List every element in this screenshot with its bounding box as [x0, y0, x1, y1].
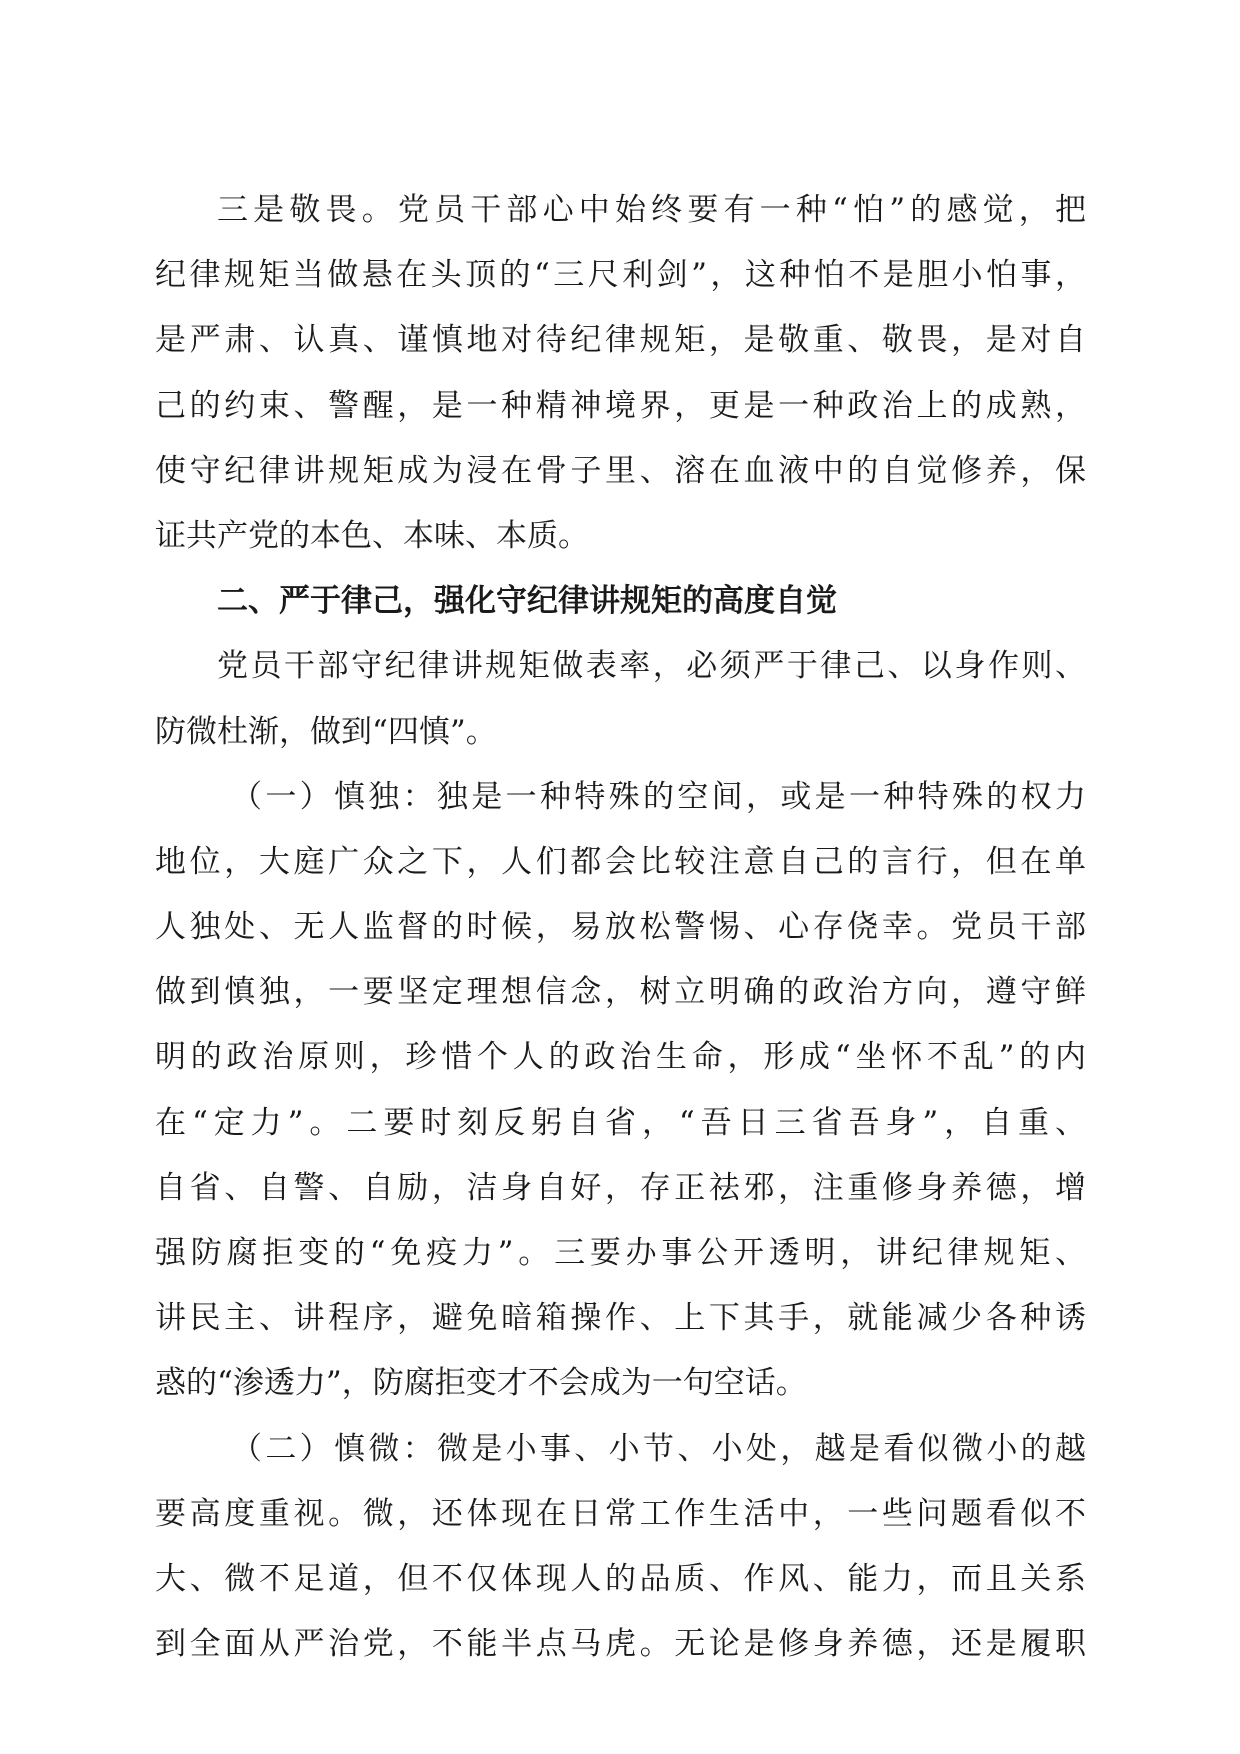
text-line: 做到慎独，一要坚定理想信念，树立明确的政治方向，遵守鲜: [155, 974, 1086, 1011]
text-line: 防微杜渐，做到“四慎”。: [155, 713, 497, 750]
paragraph-shenwei: [155, 1417, 1086, 1678]
text-line: 强防腐拒变的“免疫力”。三要办事公开透明，讲纪律规矩、: [155, 1235, 1086, 1271]
text-line: 到全面从严治党，不能半点马虎。无论是修身养德，还是履职: [155, 1626, 1086, 1663]
text-line: 明的政治原则，珍惜个人的政治生命，形成“坐怀不乱”的内: [155, 1039, 1086, 1076]
text-line: 是严肃、认真、谨慎地对待纪律规矩，是敬重、敬畏，是对自: [155, 322, 1086, 359]
paragraph-shendu: [155, 765, 1086, 1417]
text-line: 证共产党的本色、本味、本质。: [155, 517, 589, 554]
text-line: 讲民主、讲程序，避免暗箱操作、上下其手，就能减少各种诱: [155, 1300, 1086, 1337]
document-page: [155, 178, 1086, 1677]
text-line: 要高度重视。微，还体现在日常工作生活中，一些问题看似不: [155, 1495, 1086, 1532]
text-line: （一）慎独：独是一种特殊的空间，或是一种特殊的权力: [231, 778, 1086, 815]
text-line: 大、微不足道，但不仅体现人的品质、作风、能力，而且关系: [155, 1560, 1086, 1597]
paragraph-intro: [155, 634, 1086, 764]
text-line: （二）慎微：微是小事、小节、小处，越是看似微小的越: [231, 1430, 1086, 1467]
text-line: 地位，大庭广众之下，人们都会比较注意自己的言行，但在单: [155, 843, 1086, 880]
text-line: 在“定力”。二要时刻反躬自省，“吾日三省吾身”，自重、: [155, 1104, 1086, 1141]
text-line: 惑的“渗透力”，防腐拒变才不会成为一句空话。: [155, 1365, 807, 1402]
text-line: 使守纪律讲规矩成为浸在骨子里、溶在血液中的自觉修养，保: [155, 452, 1086, 489]
text-line: 人独处、无人监督的时候，易放松警惕、心存侥幸。党员干部: [155, 909, 1086, 946]
section-heading-text: 二、严于律己，强化守纪律讲规矩的高度自觉: [217, 583, 837, 620]
paragraph-reverence: [155, 178, 1086, 569]
text-line: 纪律规矩当做悬在头顶的“三尺利剑”，这种怕不是胆小怕事，: [155, 257, 1086, 294]
text-line: 三是敬畏。党员干部心中始终要有一种“怕”的感觉，把: [217, 192, 1086, 228]
text-line: 自省、自警、自励，洁身自好，存正祛邪，注重修身养德，增: [155, 1169, 1086, 1206]
section-heading: [155, 569, 1086, 634]
text-line: 己的约束、警醒，是一种精神境界，更是一种政治上的成熟，: [155, 387, 1086, 424]
text-line: 党员干部守纪律讲规矩做表率，必须严于律己、以身作则、: [217, 648, 1086, 685]
